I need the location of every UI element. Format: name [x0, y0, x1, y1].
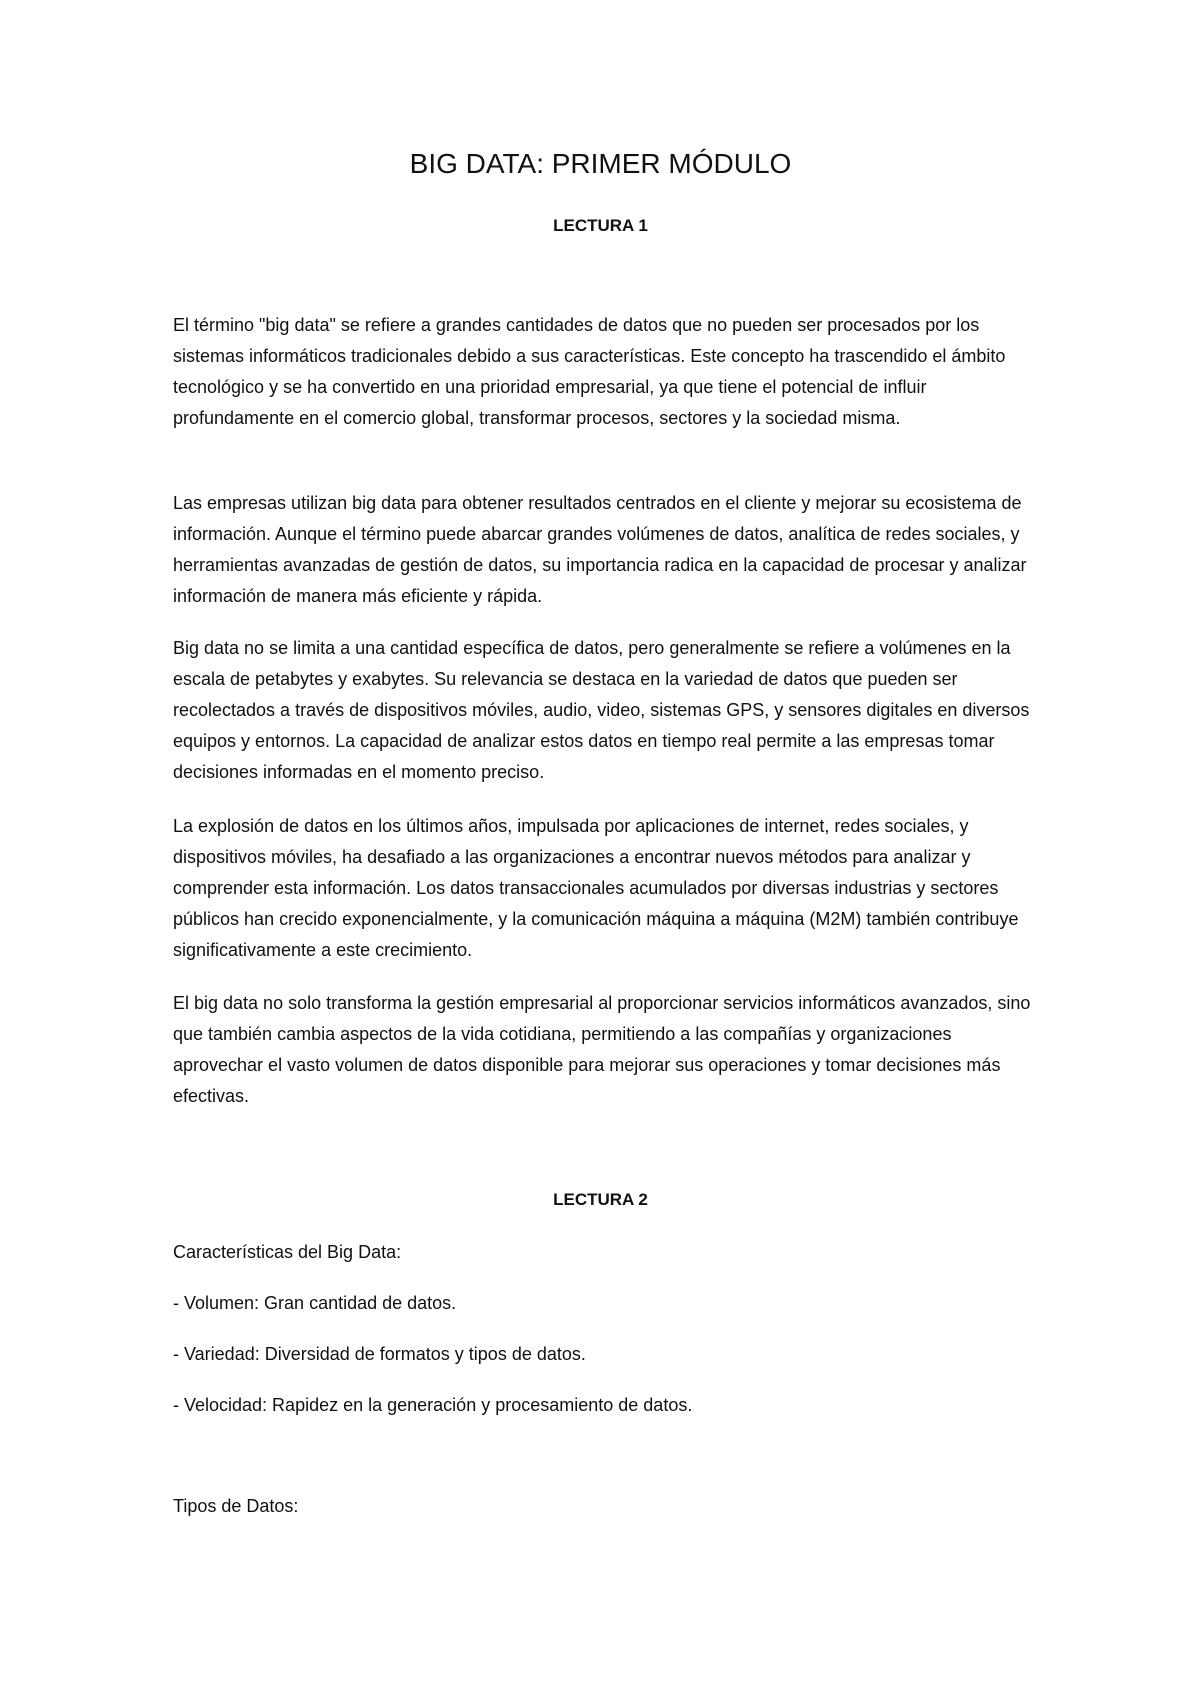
- paragraph-1: El término "big data" se refiere a grandes cantidades de datos que no pueden ser procesados por los sistemas informáticos tradicionales debido a sus características. Este concepto ha trascendido el ámbito tecnológico y se ha convertido en una prioridad empresarial, ya que tiene el potencial de influir profundamente en el comercio global, transformar procesos, sectores y la sociedad misma.: [173, 315, 1006, 428]
- document-title: BIG DATA: PRIMER MÓDULO: [409, 148, 792, 179]
- paragraph-3: Big data no se limita a una cantidad específica de datos, pero generalmente se refiere a volúmenes en la escala de petabytes y exabytes. Su relevancia se destaca en la variedad de datos que pueden ser recolectados a través de dispositivos móviles, audio, video, sistemas GPS, y sensores digitales en diversos equipos y entornos. La capacidad de analizar estos datos en tiempo real permite a las empresas tomar decisiones informadas en el momento preciso.: [173, 638, 1030, 782]
- section-heading-lectura-2: LECTURA 2: [553, 1190, 648, 1209]
- section-heading-lectura-1: LECTURA 1: [553, 216, 648, 235]
- list-item-variedad: - Variedad: Diversidad de formatos y tipos de datos.: [173, 1344, 586, 1364]
- list-item-velocidad: - Velocidad: Rapidez en la generación y procesamiento de datos.: [173, 1395, 693, 1415]
- paragraph-2: Las empresas utilizan big data para obtener resultados centrados en el cliente y mejorar su ecosistema de información. Aunque el término puede abarcar grandes volúmenes de datos, analítica de redes sociales, y herramientas avanzadas de gestión de datos, su importancia radica en la capacidad de procesar y analizar información de manera más eficiente y rápida.: [173, 493, 1027, 606]
- paragraph-5: El big data no solo transforma la gestión empresarial al proporcionar servicios informáticos avanzados, sino que también cambia aspectos de la vida cotidiana, permitiendo a las compañías y organizaciones aprovechar el vasto volumen de datos disponible para mejorar sus operaciones y tomar decisiones más efectivas.: [173, 993, 1031, 1106]
- paragraph-4: La explosión de datos en los últimos años, impulsada por aplicaciones de internet, redes sociales, y dispositivos móviles, ha desafiado a las organizaciones a encontrar nuevos métodos para analizar y comprender esta información. Los datos transaccionales acumulados por diversas industrias y sectores públicos han crecido exponencialmente, y la comunicación máquina a máquina (M2M) también contribuye significativamente a este crecimiento.: [173, 816, 1019, 960]
- list-item-volumen: - Volumen: Gran cantidad de datos.: [173, 1293, 457, 1313]
- characteristics-intro: Características del Big Data:: [173, 1242, 402, 1262]
- tipos-de-datos-heading: Tipos de Datos:: [173, 1496, 299, 1516]
